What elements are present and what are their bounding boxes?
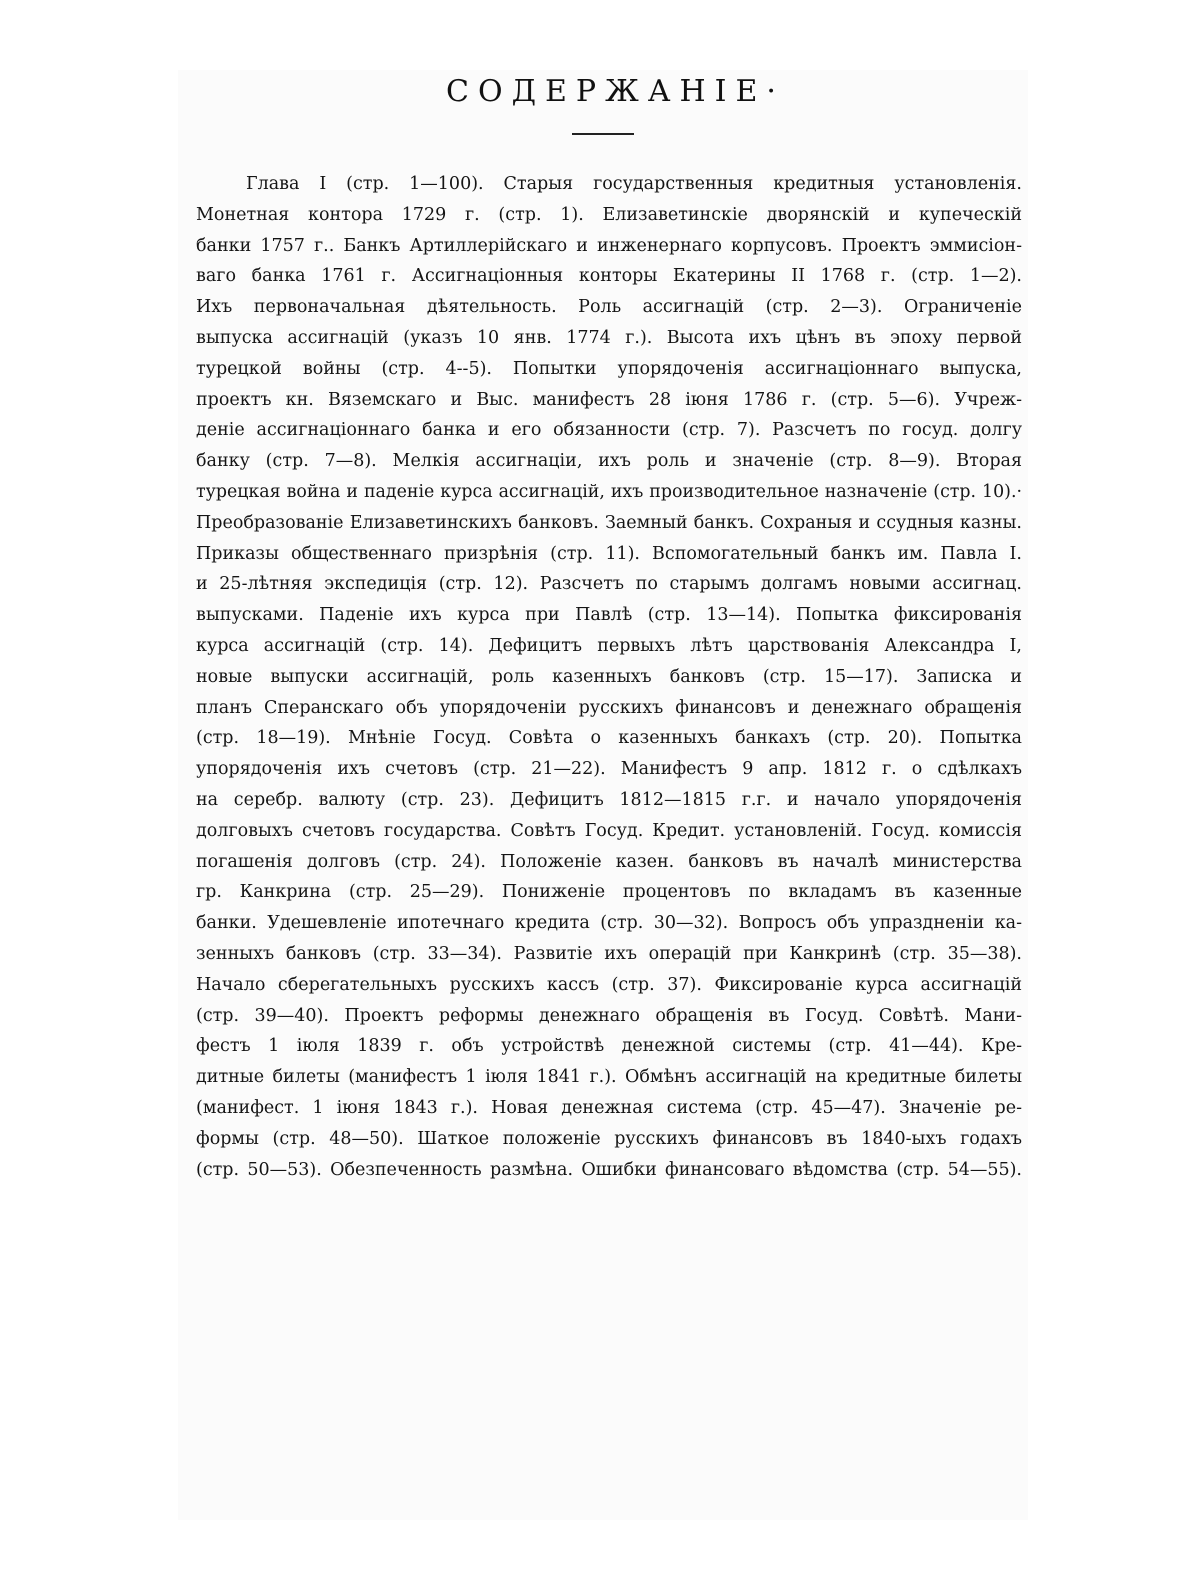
- text-line: на серебр. валюту (стр. 23). Дефицитъ 1812—1815 г.г. и начало упорядоченія: [196, 789, 1022, 810]
- text-line: Начало сберегательныхъ русскихъ кассъ (стр. 37). Фиксированіе курса ассигнацій: [196, 974, 1022, 995]
- text-line: деніе ассигнаціоннаго банка и его обязанности (стр. 7). Разсчетъ по госуд. долгу: [196, 420, 1022, 441]
- text-line: формы (стр. 48—50). Шаткое положеніе русскихъ финансовъ въ 1840-ыхъ годахъ: [196, 1128, 1022, 1149]
- text-line: выпусками. Паденіе ихъ курса при Павлѣ (стр. 13—14). Попытка фиксированія: [196, 605, 1022, 626]
- text-line: турецкой войны (стр. 4--5). Попытки упорядоченія ассигнаціоннаго выпуска,: [196, 358, 1022, 379]
- text-line: дитные билеты (манифестъ 1 іюля 1841 г.). Обмѣнъ ассигнацій на кредитные билеты: [196, 1067, 1022, 1088]
- text-line: Приказы общественнаго призрѣнія (стр. 11). Вспомогательный банкъ им. Павла I.: [196, 543, 1022, 564]
- text-line: выпуска ассигнацій (указъ 10 янв. 1774 г.). Высота ихъ цѣнъ въ эпоху первой: [196, 327, 1022, 348]
- text-line: и 25-лѣтняя экспедиція (стр. 12). Разсчетъ по старымъ долгамъ новыми ассигнац.: [196, 574, 1022, 595]
- text-line: турецкая война и паденіе курса ассигнацій, ихъ производительное назначеніе (стр. 10).·: [196, 481, 1022, 502]
- text-line: планъ Сперанскаго объ упорядоченіи русскихъ финансовъ и денежнаго обращенія: [196, 697, 1022, 718]
- contents-text: [196, 169, 1022, 1185]
- text-line: фестъ 1 іюля 1839 г. объ устройствѣ денежной системы (стр. 41—44). Кре-: [196, 1036, 1022, 1057]
- text-line: Преобразованіе Елизаветинскихъ банковъ. Заемный банкъ. Сохраныя и ссудныя казны.: [196, 512, 1022, 533]
- title-underline: [572, 133, 634, 135]
- text-line: банки. Удешевленіе ипотечнаго кредита (стр. 30—32). Вопросъ объ упраздненіи ка-: [196, 913, 1022, 934]
- text-line: долговыхъ счетовъ государства. Совѣтъ Госуд. Кредит. установленій. Госуд. комиссія: [196, 820, 1022, 841]
- text-line: упорядоченія ихъ счетовъ (стр. 21—22). Манифестъ 9 апр. 1812 г. о сдѣлкахъ: [196, 759, 1022, 780]
- text-line: гр. Канкрина (стр. 25—29). Пониженіе процентовъ по вкладамъ въ казенные: [196, 882, 1022, 903]
- text-line: (стр. 39—40). Проектъ реформы денежнаго обращенія въ Госуд. Совѣтѣ. Мани-: [196, 1005, 1022, 1026]
- text-line: (стр. 18—19). Мнѣніе Госуд. Совѣта о казенныхъ банкахъ (стр. 20). Попытка: [196, 728, 1022, 749]
- text-line: ваго банка 1761 г. Ассигнаціонныя конторы Екатерины II 1768 г. (стр. 1—2).: [196, 266, 1022, 287]
- text-line: банку (стр. 7—8). Мелкія ассигнаціи, ихъ роль и значеніе (стр. 8—9). Вторая: [196, 451, 1022, 472]
- text-line: (стр. 50—53). Обезпеченность размѣна. Ошибки финансоваго вѣдомства (стр. 54—55).: [196, 1159, 1022, 1180]
- text-line: Ихъ первоначальная дѣятельность. Роль ассигнацій (стр. 2—3). Ограниченіе: [196, 297, 1022, 318]
- text-line: погашенія долговъ (стр. 24). Положеніе казен. банковъ въ началѣ министерства: [196, 851, 1022, 872]
- text-line: Монетная контора 1729 г. (стр. 1). Елизаветинскіе дворянскій и купеческій: [196, 204, 1022, 225]
- text-line: банки 1757 г.. Банкъ Артиллерійскаго и инженернаго корпусовъ. Проектъ эммисіон-: [196, 235, 1022, 256]
- text-line: (манифест. 1 іюня 1843 г.). Новая денежная система (стр. 45—47). Значеніе ре-: [196, 1097, 1022, 1118]
- text-line: курса ассигнацій (стр. 14). Дефицитъ первыхъ лѣтъ царствованія Александра I,: [196, 635, 1022, 656]
- text-line: зенныхъ банковъ (стр. 33—34). Развитіе ихъ операцій при Канкринѣ (стр. 35—38).: [196, 943, 1022, 964]
- page-title: СОДЕРЖАНІЕ·: [446, 74, 785, 109]
- text-line: проектъ кн. Вяземскаго и Выс. манифестъ 28 іюня 1786 г. (стр. 5—6). Учреж-: [196, 389, 1022, 410]
- text-line: Глава I (стр. 1—100). Старыя государственныя кредитныя установленія.: [246, 174, 1022, 194]
- text-line: новые выпуски ассигнацій, роль казенныхъ банковъ (стр. 15—17). Записка и: [196, 666, 1022, 687]
